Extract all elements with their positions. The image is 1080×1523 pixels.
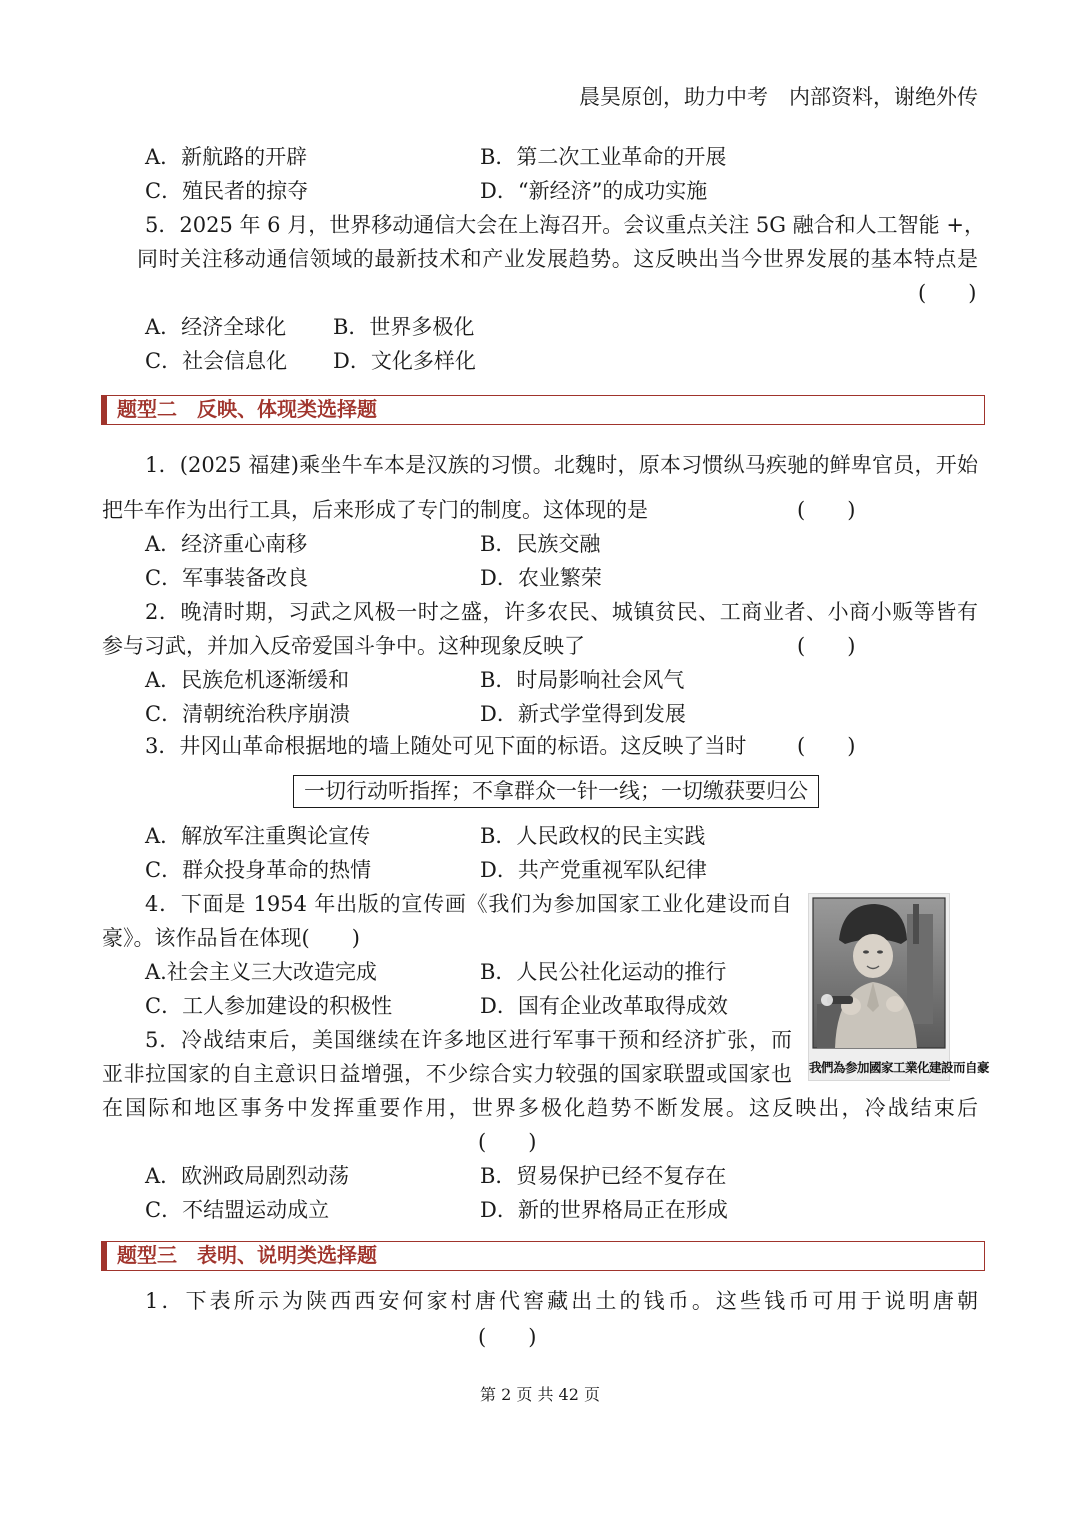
slogan-box: 一切行动听指挥；不拿群众一针一线；一切缴获要归公 bbox=[293, 775, 819, 808]
question-stem: 把牛车作为出行工具，后来形成了专门的制度。这体现的是 bbox=[102, 498, 648, 522]
question-stem: 在国际和地区事务中发挥重要作用，世界多极化趋势不断发展。这反映出，冷战结束后 bbox=[102, 1096, 978, 1120]
option-b: B．时局影响社会风气 bbox=[480, 668, 685, 692]
option-d: D．文化多样化 bbox=[333, 349, 476, 373]
answer-blank: ( ) bbox=[918, 281, 977, 305]
question-stem: 同时关注移动通信领域的最新技术和产业发展趋势。这反映出当今世界发展的基本特点是 bbox=[137, 247, 978, 271]
option-b: B．民族交融 bbox=[480, 532, 601, 556]
poster-caption: 我們為参加國家工業化建設而自豪 bbox=[809, 1060, 990, 1075]
page-number: 第 2 页 共 42 页 bbox=[480, 1385, 600, 1404]
option-a: A．经济全球化 bbox=[145, 315, 287, 339]
question-stem: 4．下面是 1954 年出版的宣传画《我们为参加国家工业化建设而自 bbox=[145, 892, 792, 916]
question-stem: 5．2025 年 6 月，世界移动通信大会在上海召开。会议重点关注 5G 融合和人工智能 +， bbox=[145, 213, 985, 237]
question-stem: 1．(2025 福建)乘坐牛车本是汉族的习惯。北魏时，原本习惯纵马疾驰的鲜卑官员，开始 bbox=[145, 453, 978, 477]
option-c: C．殖民者的掠夺 bbox=[145, 179, 309, 203]
option-a: A．解放军注重舆论宣传 bbox=[145, 824, 371, 848]
option-b: B．第二次工业革命的开展 bbox=[480, 145, 727, 169]
answer-blank: ( ) bbox=[797, 634, 856, 658]
option-d: D．新式学堂得到发展 bbox=[480, 702, 686, 726]
option-d: D．共产党重视军队纪律 bbox=[480, 858, 707, 882]
question-stem: 豪》。该作品旨在体现( ) bbox=[102, 926, 360, 950]
poster-illustration bbox=[809, 894, 990, 1080]
option-a: A．经济重心南移 bbox=[145, 532, 308, 556]
option-b: B．世界多极化 bbox=[333, 315, 475, 339]
option-c: C．社会信息化 bbox=[145, 349, 288, 373]
question-stem: 亚非拉国家的自主意识日益增强，不少综合实力较强的国家联盟或国家也 bbox=[102, 1062, 792, 1086]
option-d: D．农业繁荣 bbox=[480, 566, 602, 590]
question-stem: 1．下表所示为陕西西安何家村唐代窖藏出土的钱币。这些钱币可用于说明唐朝 bbox=[145, 1289, 978, 1313]
option-c: C．工人参加建设的积极性 bbox=[145, 994, 393, 1018]
option-a: A．欧洲政局剧烈动荡 bbox=[145, 1164, 350, 1188]
option-c: C．群众投身革命的热情 bbox=[145, 858, 372, 882]
page-header: 晨昊原创，助力中考 内部资料，谢绝外传 bbox=[579, 85, 978, 109]
section-heading: 题型三 表明、说明类选择题 bbox=[101, 1241, 985, 1271]
propaganda-poster-image bbox=[808, 893, 990, 1081]
option-a: A．民族危机逐渐缓和 bbox=[145, 668, 350, 692]
option-d: D．“新经济”的成功实施 bbox=[480, 179, 708, 203]
question-stem: 5．冷战结束后，美国继续在许多地区进行军事干预和经济扩张，而 bbox=[145, 1028, 792, 1052]
question-stem: 参与习武，并加入反帝爱国斗争中。这种现象反映了 bbox=[102, 634, 585, 658]
option-d: D．新的世界格局正在形成 bbox=[480, 1198, 728, 1222]
option-c: C．不结盟运动成立 bbox=[145, 1198, 330, 1222]
option-b: B．人民公社化运动的推行 bbox=[480, 960, 727, 984]
option-d: D．国有企业改革取得成效 bbox=[480, 994, 728, 1018]
answer-blank: ( ) bbox=[797, 498, 856, 522]
answer-blank: ( ) bbox=[478, 1130, 537, 1154]
option-b: B．人民政权的民主实践 bbox=[480, 824, 706, 848]
option-c: C．军事装备改良 bbox=[145, 566, 309, 590]
question-stem: 3．井冈山革命根据地的墙上随处可见下面的标语。这反映了当时 bbox=[145, 734, 747, 758]
answer-blank: ( ) bbox=[797, 734, 856, 758]
option-c: C．清朝统治秩序崩溃 bbox=[145, 702, 351, 726]
option-b: B．贸易保护已经不复存在 bbox=[480, 1164, 727, 1188]
option-a: A.社会主义三大改造完成 bbox=[145, 960, 377, 984]
section-heading: 题型二 反映、体现类选择题 bbox=[101, 395, 985, 425]
option-a: A．新航路的开辟 bbox=[145, 145, 308, 169]
answer-blank: ( ) bbox=[478, 1325, 537, 1349]
question-stem: 2．晚清时期，习武之风极一时之盛，许多农民、城镇贫民、工商业者、小商小贩等皆有 bbox=[145, 600, 978, 624]
